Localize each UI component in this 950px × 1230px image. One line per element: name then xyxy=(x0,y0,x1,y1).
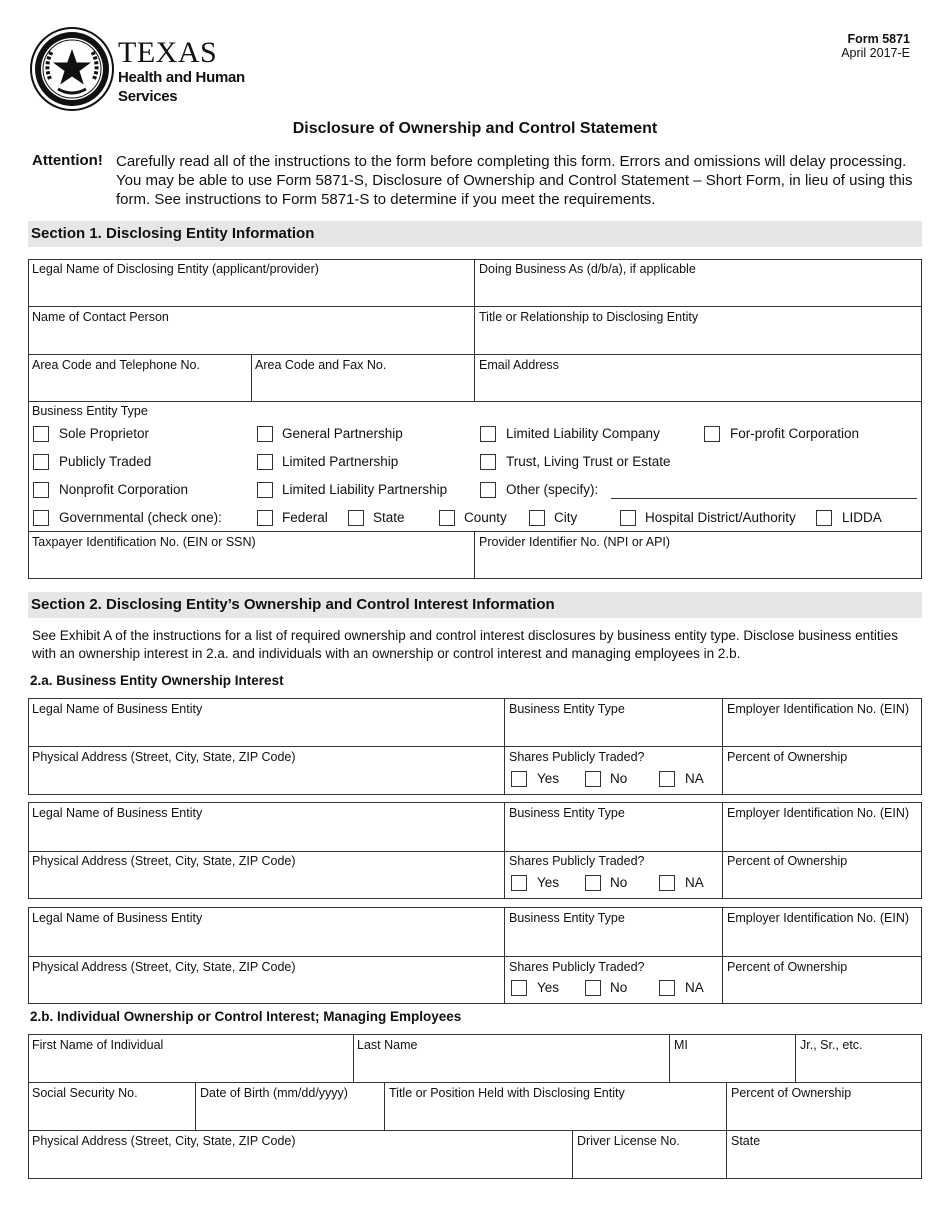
tin-field[interactable]: Taxpayer Identification No. (EIN or SSN) xyxy=(32,535,256,549)
entity-2-no-checkbox[interactable] xyxy=(585,875,601,891)
llc-checkbox[interactable] xyxy=(480,426,496,442)
dob-field[interactable]: Date of Birth (mm/dd/yyyy) xyxy=(200,1086,348,1100)
hospital-checkbox[interactable] xyxy=(620,510,636,526)
entity-1-no-label: No xyxy=(610,771,628,786)
for-profit-checkbox[interactable] xyxy=(704,426,720,442)
entity-1-type-field[interactable]: Business Entity Type xyxy=(509,702,625,716)
mi-field[interactable]: MI xyxy=(674,1038,688,1052)
state-checkbox[interactable] xyxy=(348,510,364,526)
logo-line-2: Services xyxy=(118,87,178,105)
llp-label: Limited Liability Partnership xyxy=(282,482,448,497)
individual-table xyxy=(28,1034,922,1179)
sole-proprietor-checkbox[interactable] xyxy=(33,426,49,442)
logo-title: TEXAS xyxy=(118,36,218,69)
entity-2-na-checkbox[interactable] xyxy=(659,875,675,891)
fax-field[interactable]: Area Code and Fax No. xyxy=(255,358,387,372)
entity-3-type-field[interactable]: Business Entity Type xyxy=(509,911,625,925)
llc-label: Limited Liability Company xyxy=(506,426,660,441)
city-label: City xyxy=(554,510,578,525)
county-checkbox[interactable] xyxy=(439,510,455,526)
limited-partnership-label: Limited Partnership xyxy=(282,454,399,469)
entity-1-legal-name-field[interactable]: Legal Name of Business Entity xyxy=(32,702,203,716)
attention-label: Attention! xyxy=(32,152,103,169)
dba-field[interactable]: Doing Business As (d/b/a), if applicable xyxy=(479,262,696,276)
position-field[interactable]: Title or Position Held with Disclosing Entity xyxy=(389,1086,625,1100)
county-label: County xyxy=(464,510,507,525)
entity-2-yes-label: Yes xyxy=(537,875,560,890)
hhs-logo-text xyxy=(118,38,245,105)
individual-percent-field[interactable]: Percent of Ownership xyxy=(731,1086,852,1100)
form-number: Form 5871 xyxy=(847,32,910,46)
entity-1-percent-field[interactable]: Percent of Ownership xyxy=(727,750,848,764)
entity-3-percent-field[interactable]: Percent of Ownership xyxy=(727,960,848,974)
llp-checkbox[interactable] xyxy=(257,482,273,498)
entity-1-na-checkbox[interactable] xyxy=(659,771,675,787)
lidda-checkbox[interactable] xyxy=(816,510,832,526)
entity-3-ein-field[interactable]: Employer Identification No. (EIN) xyxy=(727,911,910,925)
state-label: State xyxy=(373,510,405,525)
nonprofit-label: Nonprofit Corporation xyxy=(59,482,189,497)
entity-2-yes-checkbox[interactable] xyxy=(511,875,527,891)
general-partnership-label: General Partnership xyxy=(282,426,403,441)
governmental-label: Governmental (check one): xyxy=(59,510,222,525)
section-1-title: Section 1. Disclosing Entity Information xyxy=(31,225,315,242)
entity-1-shares-label: Shares Publicly Traded? xyxy=(509,750,645,764)
entity-3-yes-checkbox[interactable] xyxy=(511,980,527,996)
entity-1-na-label: NA xyxy=(685,771,704,786)
hhs-seal-logo xyxy=(30,27,114,111)
telephone-field[interactable]: Area Code and Telephone No. xyxy=(32,358,200,372)
federal-checkbox[interactable] xyxy=(257,510,273,526)
trust-checkbox[interactable] xyxy=(480,454,496,470)
last-name-field[interactable]: Last Name xyxy=(357,1038,418,1052)
other-label: Other (specify): xyxy=(506,482,599,497)
section-1-header xyxy=(28,221,922,247)
entity-3-no-label: No xyxy=(610,980,628,995)
publicly-traded-label: Publicly Traded xyxy=(59,454,152,469)
logo-line-1: Health and Human xyxy=(118,69,245,86)
entity-2-address-field[interactable]: Physical Address (Street, City, State, ZIP Code) xyxy=(32,854,296,868)
section-2-header xyxy=(28,592,922,618)
license-state-field[interactable]: State xyxy=(731,1134,761,1148)
entity-2-type-field[interactable]: Business Entity Type xyxy=(509,806,625,820)
legal-name-field[interactable]: Legal Name of Disclosing Entity (applicant/provider) xyxy=(32,262,319,276)
hospital-label: Hospital District/Authority xyxy=(645,510,796,525)
limited-partnership-checkbox[interactable] xyxy=(257,454,273,470)
entity-3-no-checkbox[interactable] xyxy=(585,980,601,996)
lidda-label: LIDDA xyxy=(842,510,882,525)
entity-3-na-checkbox[interactable] xyxy=(659,980,675,996)
other-checkbox[interactable] xyxy=(480,482,496,498)
entity-1-no-checkbox[interactable] xyxy=(585,771,601,787)
entity-2-na-label: NA xyxy=(685,875,704,890)
title-relationship-field[interactable]: Title or Relationship to Disclosing Entity xyxy=(479,310,699,324)
entity-3-address-field[interactable]: Physical Address (Street, City, State, ZIP Code) xyxy=(32,960,296,974)
section-2-intro: See Exhibit A of the instructions for a list of required ownership and control interest disclosures by business entity type. Disclose business entities with an ownership interest in 2.a. and individuals with an ownership or control interest and managing employees in 2.b. xyxy=(32,628,898,661)
first-name-field[interactable]: First Name of Individual xyxy=(32,1038,164,1052)
publicly-traded-checkbox[interactable] xyxy=(33,454,49,470)
section-2-title: Section 2. Disclosing Entity’s Ownership and Control Interest Information xyxy=(31,596,555,613)
provider-id-field[interactable]: Provider Identifier No. (NPI or API) xyxy=(479,535,671,549)
entity-type-label: Business Entity Type xyxy=(32,404,148,418)
for-profit-label: For-profit Corporation xyxy=(730,426,860,441)
entity-1-ein-field[interactable]: Employer Identification No. (EIN) xyxy=(727,702,910,716)
entity-3-shares-label: Shares Publicly Traded? xyxy=(509,960,645,974)
general-partnership-checkbox[interactable] xyxy=(257,426,273,442)
driver-license-field[interactable]: Driver License No. xyxy=(577,1134,680,1148)
sole-proprietor-label: Sole Proprietor xyxy=(59,426,150,441)
ssn-field[interactable]: Social Security No. xyxy=(32,1086,138,1100)
entity-2-no-label: No xyxy=(610,875,628,890)
section-2b-title: 2.b. Individual Ownership or Control Interest; Managing Employees xyxy=(30,1009,462,1024)
city-checkbox[interactable] xyxy=(529,510,545,526)
form-number-block xyxy=(841,32,910,60)
other-specify-line[interactable] xyxy=(611,498,917,499)
entity-1-yes-checkbox[interactable] xyxy=(511,771,527,787)
federal-label: Federal xyxy=(282,510,328,525)
entity-2-ein-field[interactable]: Employer Identification No. (EIN) xyxy=(727,806,910,820)
entity-2-shares-label: Shares Publicly Traded? xyxy=(509,854,645,868)
entity-3-yes-label: Yes xyxy=(537,980,560,995)
entity-2-legal-name-field[interactable]: Legal Name of Business Entity xyxy=(32,806,203,820)
individual-address-field[interactable]: Physical Address (Street, City, State, ZIP Code) xyxy=(32,1134,296,1148)
suffix-field[interactable]: Jr., Sr., etc. xyxy=(800,1038,863,1052)
page-title: Disclosure of Ownership and Control Statement xyxy=(292,120,658,137)
nonprofit-checkbox[interactable] xyxy=(33,482,49,498)
entity-3-na-label: NA xyxy=(685,980,704,995)
email-field[interactable]: Email Address xyxy=(479,358,559,372)
entity-1-address-field[interactable]: Physical Address (Street, City, State, ZIP Code) xyxy=(32,750,296,764)
governmental-checkbox[interactable] xyxy=(33,510,49,526)
entity-2-percent-field[interactable]: Percent of Ownership xyxy=(727,854,848,868)
trust-label: Trust, Living Trust or Estate xyxy=(506,454,671,469)
entity-1-yes-label: Yes xyxy=(537,771,560,786)
form-date: April 2017-E xyxy=(841,46,910,60)
attention-text: Carefully read all of the instructions to the form before completing this form. Errors and omissions will delay processing. You may be able to use Form 5871-S, Disclosure of Ownership and Control Statement – Short Form, in lieu of using this form. See instructions to Form 5871-S to determine if you meet the requirements. xyxy=(116,153,913,208)
entity-3-legal-name-field[interactable]: Legal Name of Business Entity xyxy=(32,911,203,925)
contact-person-field[interactable]: Name of Contact Person xyxy=(32,310,169,324)
section-2a-title: 2.a. Business Entity Ownership Interest xyxy=(30,673,284,688)
